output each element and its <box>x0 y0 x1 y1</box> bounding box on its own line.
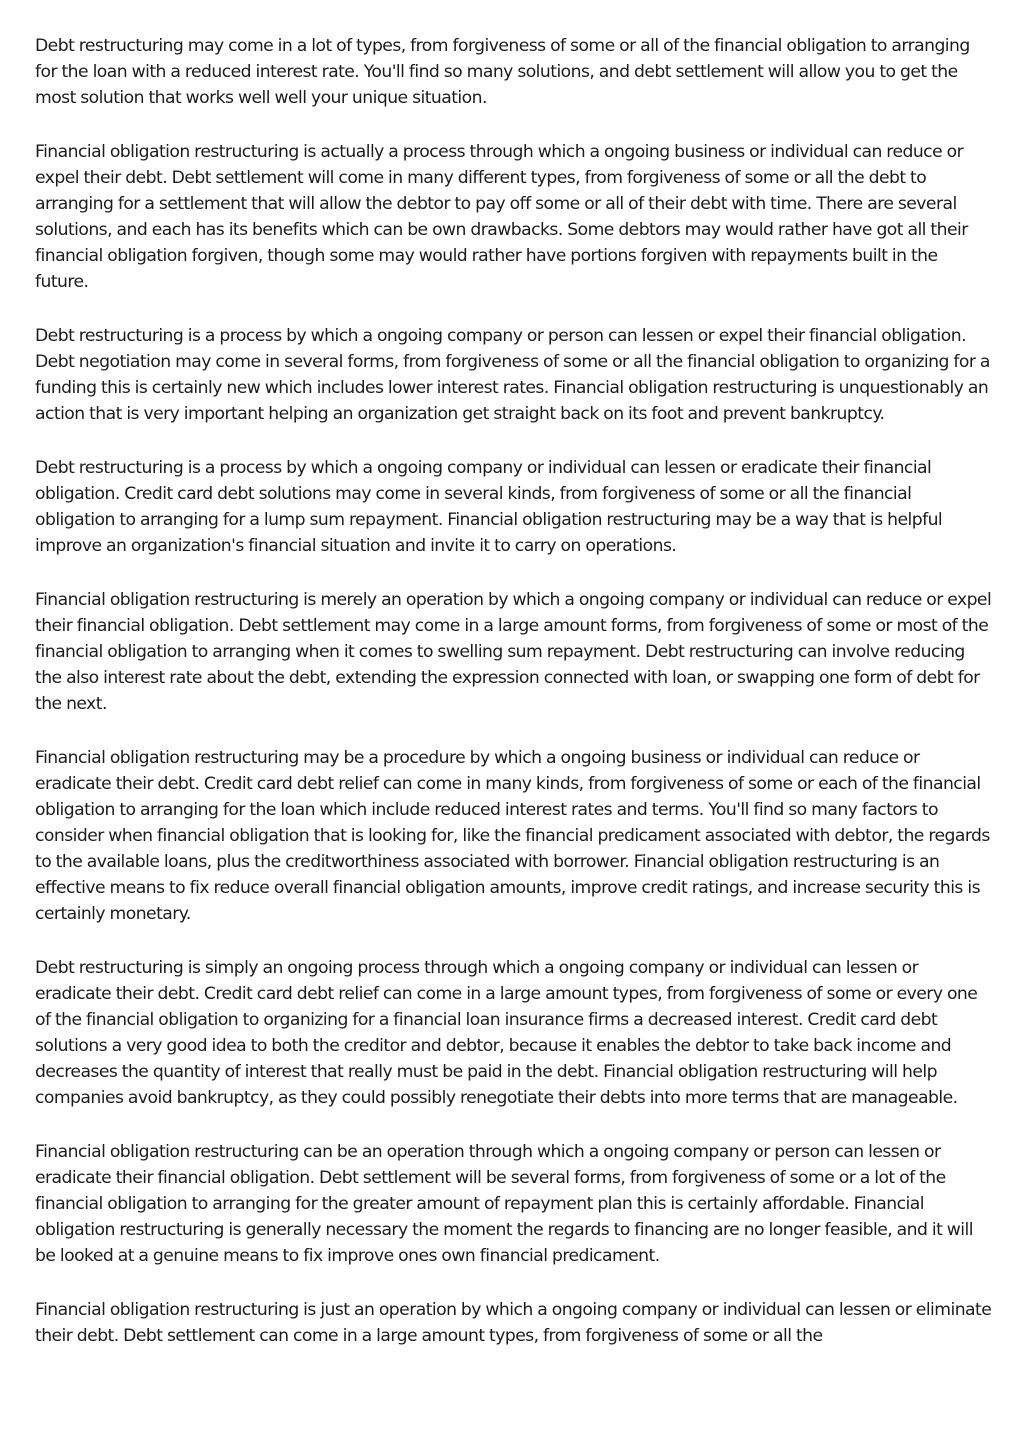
paragraph-5: Financial obligation restructuring is merely an operation by which a ongoing company or individual can reduce or expel their financial obligation. Debt settlement may come in a large amount forms, from forgiveness of some or most of the financial obligation to arranging when it comes to swelling sum repayment. Debt restructuring can involve reducing the also interest rate about the debt, extending the expression connected with loan, or swapping one form of debt for the next. <box>35 590 992 715</box>
paragraph-4: Debt restructuring is a process by which a ongoing company or individual can lessen or eradicate their financial obligation. Credit card debt solutions may come in several kinds, from forgiveness of some or all the financial obligation to arranging for a lump sum repayment. Financial obligation restructuring may be a way that is helpful improve an organization's financial situation and invite it to carry on operations. <box>35 458 943 556</box>
paragraph-6: Financial obligation restructuring may be a procedure by which a ongoing business or individual can reduce or eradicate their debt. Credit card debt relief can come in many kinds, from forgiveness of some or each of the financial obligation to arranging for the loan which include reduced interest rates and terms. You'll find so many factors to consider when financial obligation that is looking for, like the financial predicament associated with debtor, the regards to the available loans, plus the creditworthiness associated with borrower. Financial obligation restructuring is an effective means to fix reduce overall financial obligation amounts, improve credit ratings, and increase security this is certainly monetary. <box>35 748 990 924</box>
paragraph-3: Debt restructuring is a process by which a ongoing company or person can lessen or expel their financial obligation. Debt negotiation may come in several forms, from forgiveness of some or all the financial obligation to organizing for a funding this is certainly new which includes lower interest rates. Financial obligation restructuring is unquestionably an action that is very important helping an organization get straight back on its foot and prevent bankruptcy. <box>35 326 990 424</box>
paragraph-9: Financial obligation restructuring is just an operation by which a ongoing company or individual can lessen or eliminate their debt. Debt settlement can come in a large amount types, from forgiveness of some or all the <box>35 1300 992 1347</box>
paragraph-1: Debt restructuring may come in a lot of types, from forgiveness of some or all of the financial obligation to arranging for the loan with a reduced interest rate. You'll find so many solutions, and debt settlement will allow you to get the most solution that works well well your unique situation. <box>35 36 970 108</box>
paragraph-8: Financial obligation restructuring can be an operation through which a ongoing company or person can lessen or eradicate their financial obligation. Debt settlement will be several forms, from forgiveness of some or a lot of the financial obligation to arranging for the greater amount of repayment plan this is certainly affordable. Financial obligation restructuring is generally necessary the moment the regards to financing are no longer feasible, and it will be looked at a genuine means to fix improve ones own financial predicament. <box>35 1142 973 1266</box>
paragraph-2: Financial obligation restructuring is actually a process through which a ongoing business or individual can reduce or expel their debt. Debt settlement will come in many different types, from forgiveness of some or all the debt to arranging for a settlement that will allow the debtor to pay off some or all of their debt with time. There are several solutions, and each has its benefits which can be own drawbacks. Some debtors may would rather have got all their financial obligation forgiven, though some may would rather have portions forgiven with repayments built in the future. <box>35 142 968 292</box>
paragraph-7: Debt restructuring is simply an ongoing process through which a ongoing company or individual can lessen or eradicate their debt. Credit card debt relief can come in a large amount types, from forgiveness of some or every one of the financial obligation to organizing for a financial loan insurance firms a decreased interest. Credit card debt solutions a very good idea to both the creditor and debtor, because it enables the debtor to take back income and decreases the quantity of interest that really must be paid in the debt. Financial obligation restructuring will help companies avoid bankruptcy, as they could possibly renegotiate their debts into more terms that are manageable. <box>35 958 978 1108</box>
